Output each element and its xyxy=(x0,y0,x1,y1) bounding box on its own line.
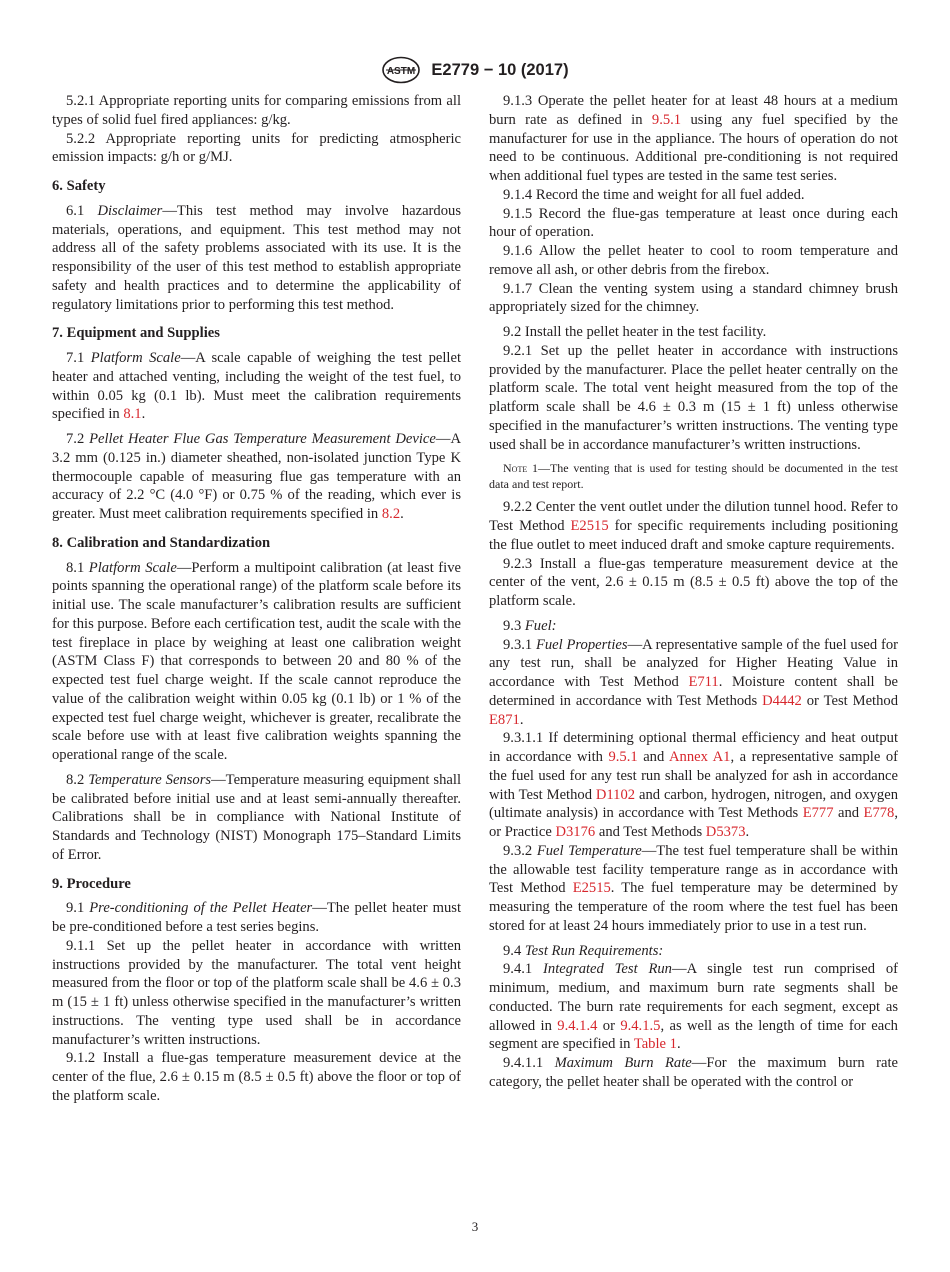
document-designation: E2779 − 10 (2017) xyxy=(431,60,569,79)
link-8-1[interactable]: 8.1 xyxy=(123,406,142,423)
para-9-4-1: 9.4.1 Integrated Test Run—A single test run comprised of minimum, medium, and maximum burn rate segments shall be conducted. The burn rate requirements for each segment, except as allowed in 9.4.1.4 or 9.4.1.5, as well as the length of time for each segment are specified in Table 1. xyxy=(489,961,898,1053)
page-number: 3 xyxy=(471,1219,479,1234)
link-d5373[interactable]: D5373 xyxy=(705,824,746,840)
para-9-1-6: 9.1.6 Allow the pellet heater to cool to room temperature and remove all ash, or other debris from the firebox. xyxy=(489,243,898,278)
para-8-1: 8.1 Platform Scale—Perform a multipoint calibration (at least five points spanning the operational range) of the platform scale before its initial use. The scale manufacturer’s calibration results are sufficient for this purpose. Before each certification test, audit the scale with the test fireplace in place by weighing at least one calibration weight (ASTM Class F) that corresponds to between 20 and 80 % of the expected test fuel charge weight. If the scale cannot reproduce the value of the calibration weight within 0.05 kg (0.1 lb) or 1 % of the expected test fuel charge weight, whichever is greater, recalibrate the scale before use with at least five calibration weights spanning the operational range of the scale. xyxy=(52,559,461,763)
section-6-heading: 6. Safety xyxy=(52,178,106,194)
left-column xyxy=(52,92,461,1106)
para-9-1-2: 9.1.2 Install a flue-gas temperature measurement device at the center of the flue, 2.6 ± 0.15 m (8.5 ± 0.5 ft) above the floor or top of the platform scale. xyxy=(52,1050,461,1104)
link-e777[interactable]: E777 xyxy=(802,805,834,822)
link-e778[interactable]: E778 xyxy=(863,805,895,822)
para-5-2-2: 5.2.2 Appropriate reporting units for predicting atmospheric emission impacts: g/h or g/MJ. xyxy=(52,130,461,166)
section-8-heading: 8. Calibration and Standardization xyxy=(52,534,271,551)
link-annex-a1[interactable]: Annex A1 xyxy=(668,749,731,765)
page-header xyxy=(0,56,950,84)
link-9-4-1-4[interactable]: 9.4.1.4 xyxy=(557,1017,598,1034)
link-e871[interactable]: E871 xyxy=(489,711,520,728)
para-9-1-1: 9.1.1 Set up the pellet heater in accordance with written instructions provided by the manufacturer. The total vent height measured from the floor or top of the platform scale shall be 4.6 ± 0.3 m (15 ± 1 ft) unless otherwise specified in the manufacturer’s written instructions. The venting type used shall be in accordance manufacturer’s written instructions. xyxy=(52,937,461,1048)
link-e711[interactable]: E711 xyxy=(688,674,719,690)
para-9-3-2: 9.3.2 Fuel Temperature—The test fuel temperature shall be within the allowable test facility temperature range as in accordance with Test Method E2515. The fuel temperature may be determined by measuring the temperature of the room where the test fuel has been stored for at least 24 hours immediately prior to use in a test run. xyxy=(489,842,898,934)
svg-text:ASTM: ASTM xyxy=(387,66,416,77)
link-table-1[interactable]: Table 1 xyxy=(633,1036,677,1053)
para-9-3-1: 9.3.1 Fuel Properties—A representative sample of the fuel used for any test run, shall be analyzed for Higher Heating Value in accordance with Test Method E711. Moisture content shall be determined in accordance with Test Methods D4442 or Test Method E871. xyxy=(489,636,899,728)
para-9-2-3: 9.2.3 Install a flue-gas temperature measurement device at the center of the vent, 2.6 ± 0.15 m (8.5 ± 0.5 ft) above the top of the platform scale. xyxy=(489,555,898,609)
para-7-2: 7.2 Pellet Heater Flue Gas Temperature Measurement Device—A 3.2 mm (0.125 in.) diameter sheathed, non-isolated junction Type K thermocouple capable of measuring flue gas temperature with an accuracy of 2.2 °C (4.0 °F) or 0.75 % of the reading, which ever is greater. Must meet calibration requirements specified in 8.2. xyxy=(52,431,461,522)
link-e2515[interactable]: E2515 xyxy=(570,518,609,534)
section-9-heading: 9. Procedure xyxy=(52,875,131,892)
para-5-2-1: 5.2.1 Appropriate reporting units for comparing emissions from all types of solid fuel fired appliances: g/kg. xyxy=(52,93,461,128)
note-1: Note 1—The venting that is used for testing should be documented in the test data and test report. xyxy=(489,461,898,492)
para-9-3: 9.3 Fuel: xyxy=(503,617,557,634)
link-e2515-b[interactable]: E2515 xyxy=(572,880,611,897)
para-8-2: 8.2 Temperature Sensors—Temperature measuring equipment shall be calibrated before initial use and at least semi-annually thereafter. Calibrations shall be in compliance with National Institute of Standards and Technology (NIST) Monograph 175–Standard Limits of Error. xyxy=(52,771,461,863)
link-9-5-1[interactable]: 9.5.1 xyxy=(651,111,682,128)
link-d1102[interactable]: D1102 xyxy=(595,786,636,803)
para-7-1: 7.1 Platform Scale—A scale capable of weighing the test pellet heater and attached venting, including the weight of the test fuel, to within 0.05 kg (0.1 lb). Must meet the calibration requirements specified in 8.1. xyxy=(52,350,461,423)
right-column xyxy=(489,92,898,1092)
link-9-4-1-5[interactable]: 9.4.1.5 xyxy=(620,1017,661,1034)
para-9-4-1-1: 9.4.1.1 Maximum Burn Rate—For the maximum burn rate category, the pellet heater shall be operated with the control or xyxy=(489,1055,899,1090)
para-6-1: 6.1 Disclaimer—This test method may involve hazardous materials, operations, and equipment. This test method may not address all of the safety problems associated with its use. It is the responsibility of the user of this test method to establish appropriate safety and health practices and to determine the applicability of regulatory limitations prior to performing this test method. xyxy=(52,202,461,313)
para-9-2: 9.2 Install the pellet heater in the test facility. xyxy=(503,324,767,340)
para-9-1-3: 9.1.3 Operate the pellet heater for at least 48 hours at a medium burn rate as defined in 9.5.1 using any fuel specified by the manufacturer for use in the appliance. The hours of operation do not need to be continuous. Additional pre-conditioning is not required when additional fuel types are tested in the same test series. xyxy=(489,93,898,184)
astm-logo-icon xyxy=(381,56,421,84)
para-9-1: 9.1 Pre-conditioning of the Pellet Heater—The pellet heater must be pre-conditioned before a test series begins. xyxy=(52,900,462,935)
para-9-1-4: 9.1.4 Record the time and weight for all fuel added. xyxy=(503,186,805,203)
para-9-4: 9.4 Test Run Requirements: xyxy=(503,942,664,959)
link-9-5-1-b[interactable]: 9.5.1 xyxy=(608,749,638,765)
section-7-heading: 7. Equipment and Supplies xyxy=(52,325,220,342)
link-8-2[interactable]: 8.2 xyxy=(381,506,401,522)
link-d3176[interactable]: D3176 xyxy=(555,824,596,840)
para-9-3-1-1: 9.3.1.1 If determining optional thermal efficiency and heat output in accordance with 9.5.1 and Annex A1, a representative sample of the fuel used for any test run shall be analyzed for ash in accordance with Test Method D1102 and carbon, hydrogen, nitrogen, and oxygen (ultimate analysis) in accordance with Test Methods E777 and E778, or Practice D3176 and Test Methods D5373. xyxy=(489,730,899,840)
para-9-2-1: 9.2.1 Set up the pellet heater in accordance with instructions provided by the manufacturer. Place the pellet heater centrally on the platform scale. The total vent height measured from the top of the platform scale shall be 4.6 ± 0.3 m (15 ± 1 ft) unless otherwise specified in the manufacturer’s written instructions. The venting type used shall be in accordance manufacturer’s written instructions. xyxy=(489,342,898,453)
para-9-2-2: 9.2.2 Center the vent outlet under the dilution tunnel hood. Refer to Test Method E2515 for specific requirements including positioning the flue outlet to meet induced draft and smoke capture requirements. xyxy=(489,499,899,553)
link-d4442[interactable]: D4442 xyxy=(762,692,802,709)
para-9-1-5: 9.1.5 Record the flue-gas temperature at least once during each hour of operation. xyxy=(489,205,898,241)
para-9-1-7: 9.1.7 Clean the venting system using a standard chimney brush appropriately sized for the chimney. xyxy=(489,280,898,316)
